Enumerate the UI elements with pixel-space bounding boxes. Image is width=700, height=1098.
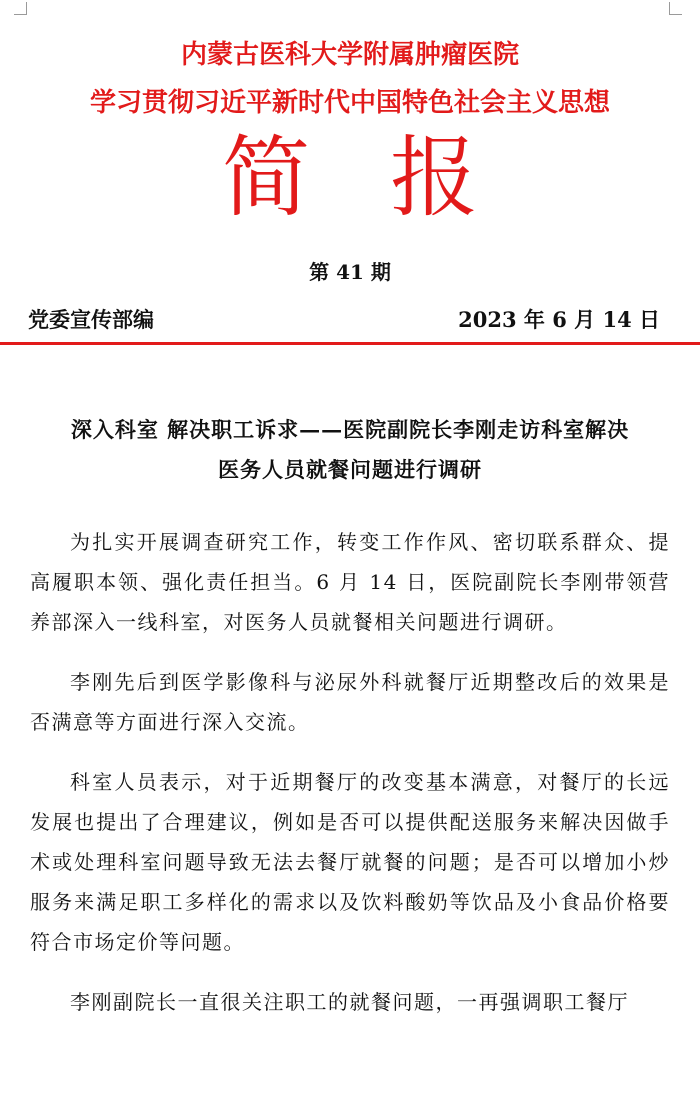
publication-date: 2023 年 6 月 14 日: [458, 307, 660, 332]
organization-name: 内蒙古医科大学附属肿瘤医院: [180, 40, 519, 70]
article-paragraph: 科室人员表示，对于近期餐厅的改变基本满意，对餐厅的长远发展也提出了合理建议，例如是否可以提供配送服务来解决因做手术或处理科室问题导致无法去餐厅就餐的问题；是否可以增加小炒服务来满足职工多样化的需求以及饮料酸奶等饮品及小食品价格要符合市场定价等问题。: [30, 770, 670, 954]
headline-line-2: 医务人员就餐问题进行调研: [218, 457, 482, 482]
article-body: [30, 522, 670, 1042]
editor-department: 党委宣传部编: [28, 307, 154, 332]
article-paragraph: 为扎实开展调查研究工作，转变工作作风、密切联系群众、提高履职本领、强化责任担当。6 月 14 日，医院副院长李刚带领营养部深入一线科室，对医务人员就餐相关问题进行调研。: [30, 530, 670, 634]
bulletin-subtitle: 学习贯彻习近平新时代中国特色社会主义思想: [89, 88, 610, 118]
red-divider-rule: [0, 342, 700, 345]
headline-line-1: 深入科室 解决职工诉求——医院副院长李刚走访科室解决: [70, 417, 630, 442]
crop-mark-top-left: [14, 2, 27, 15]
crop-mark-top-right: [669, 2, 682, 15]
masthead-title: 简报: [221, 126, 558, 229]
article-paragraph: 李刚副院长一直很关注职工的就餐问题，一再强调职工餐厅: [70, 990, 629, 1014]
issue-number: 第 41 期: [309, 260, 391, 284]
article-headline: [30, 410, 670, 490]
article-paragraph: 李刚先后到医学影像科与泌尿外科就餐厅近期整改后的效果是否满意等方面进行深入交流。: [30, 670, 670, 734]
